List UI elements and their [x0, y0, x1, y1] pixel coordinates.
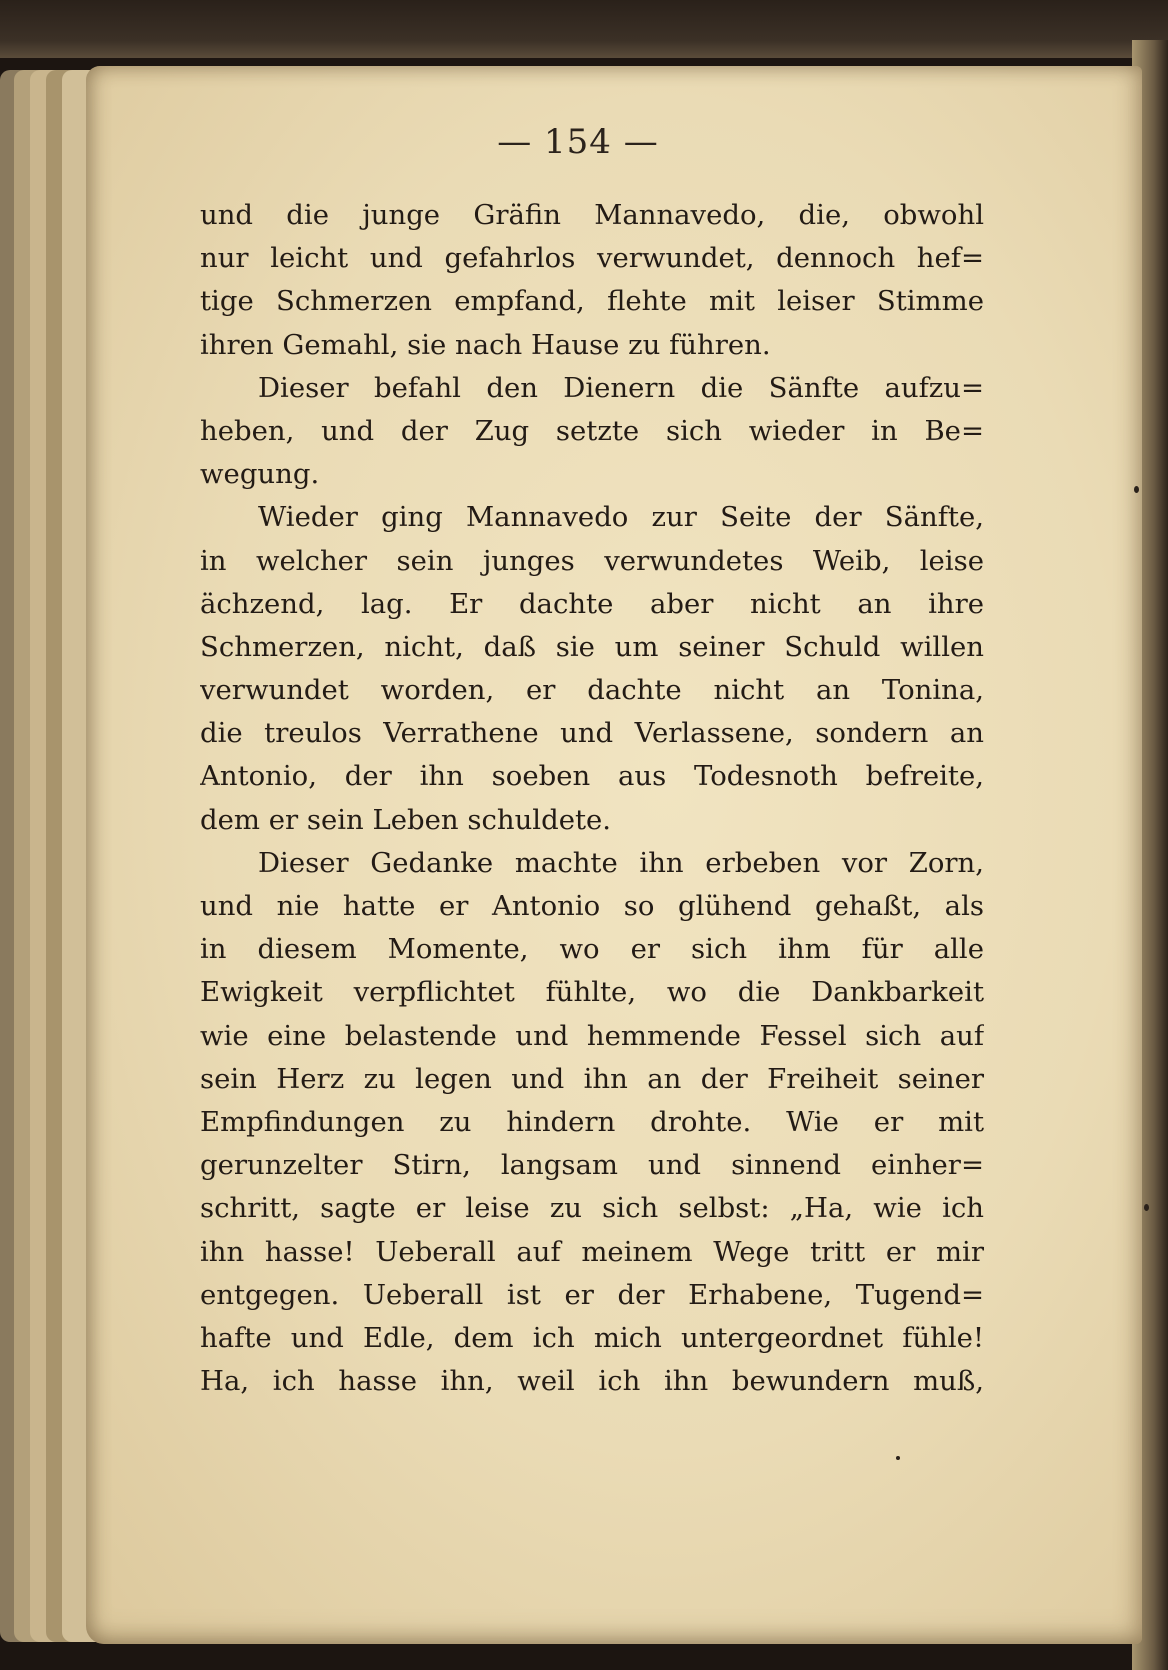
text-line: Wieder ging Mannavedo zur Seite der Sänfte,: [258, 501, 984, 534]
text-line: tige Schmerzen empfand, flehte mit leiser Stimme: [200, 285, 984, 318]
paper-speck: [896, 1456, 900, 1460]
page-number: — 154 —: [497, 122, 659, 162]
text-line: verwundet worden, er dachte nicht an Tonina,: [200, 674, 984, 707]
text-line: hafte und Edle, dem ich mich untergeordnet fühle!: [200, 1321, 984, 1354]
book-cover-top: [0, 0, 1168, 58]
text-line: schritt, sagte er leise zu sich selbst: „Ha, wie ich: [200, 1192, 984, 1225]
text-line: Dieser befahl den Dienern die Sänfte aufzu=: [258, 371, 984, 404]
text-line: wie eine belastende und hemmende Fessel sich auf: [200, 1019, 984, 1052]
text-line: und nie hatte er Antonio so glühend gehaßt, als: [200, 890, 984, 922]
text-line: in welcher sein junges verwundetes Weib, leise: [200, 544, 984, 577]
text-line: ihn hasse! Ueberall auf meinem Wege tritt er mir: [200, 1235, 984, 1268]
text-line: entgegen. Ueberall ist er der Erhabene, Tugend=: [200, 1278, 984, 1311]
text-line: nur leicht und gefahrlos verwundet, dennoch hef=: [200, 242, 984, 275]
text-line: Ha, ich hasse ihn, weil ich ihn bewundern muß,: [200, 1365, 984, 1398]
text-line: die treulos Verrathene und Verlassene, sondern an: [200, 717, 984, 750]
text-line: heben, und der Zug setzte sich wieder in Be=: [200, 414, 984, 447]
text-line: Dieser Gedanke machte ihn erbeben vor Zorn,: [258, 846, 984, 879]
text-line: ächzend, lag. Er dachte aber nicht an ihre: [200, 587, 984, 620]
text-line: ihren Gemahl, sie nach Hause zu führen.: [200, 328, 771, 361]
book-page: [86, 66, 1142, 1644]
text-line: und die junge Gräfin Mannavedo, die, obwohl: [200, 199, 984, 231]
text-line: dem er sein Leben schuldete.: [200, 803, 612, 836]
text-line: gerunzelter Stirn, langsam und sinnend einher=: [200, 1149, 984, 1182]
text-line: Ewigkeit verpflichtet fühlte, wo die Dankbarkeit: [200, 976, 984, 1009]
page-body-text: [200, 194, 984, 1403]
text-line: Schmerzen, nicht, daß sie um seiner Schuld willen: [200, 630, 984, 663]
paper-speck: [1144, 1204, 1149, 1211]
text-line: in diesem Momente, wo er sich ihm für alle: [200, 933, 984, 966]
text-line: Empfindungen zu hindern drohte. Wie er mit: [200, 1105, 984, 1138]
text-line: sein Herz zu legen und ihn an der Freiheit seiner: [200, 1062, 984, 1095]
text-line: wegung.: [200, 458, 320, 491]
paper-speck: [1134, 486, 1139, 493]
text-line: Antonio, der ihn soeben aus Todesnoth befreite,: [200, 760, 984, 793]
